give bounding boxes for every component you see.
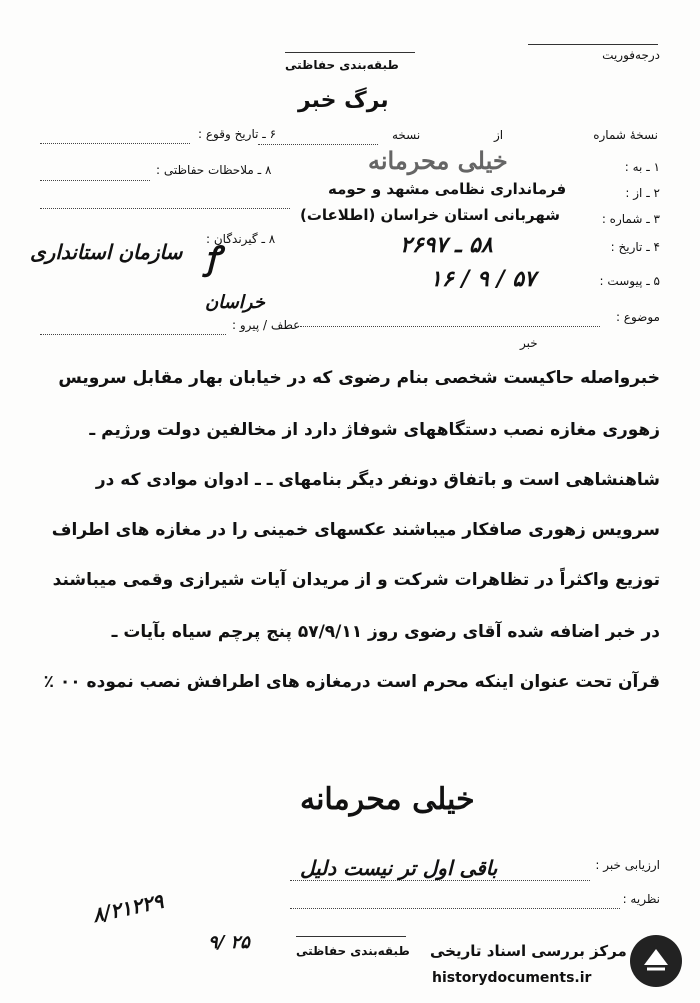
body-line-1: خبرواصله حاکیست شخصی بنام رضوی که در خیابان بهار مقابل سرویس [58, 368, 660, 388]
security-notes-label: ۸ ـ ملاحظات حفاظتی : [156, 163, 272, 177]
date-label: ۴ ـ تاریخ : [610, 240, 660, 254]
priority-label: درجه‌فوریت [602, 48, 660, 62]
watermark-url: historydocuments.ir [432, 970, 592, 986]
to-value: خیلی محرمانه [368, 146, 508, 175]
security-notes-dots-2 [40, 208, 290, 209]
body-line-5: توزیع واکثراً در تظاهرات شرکت و از مریدان آیات شیرازی وقمی میباشند [52, 570, 660, 590]
date-of-event-label: ۶ ـ تاریخ وقوع : [198, 127, 277, 141]
from-label: ۲ ـ از : [625, 186, 660, 200]
body-line-7: قرآن تحت عنوان اینکه محرم است درمغازه های اطرافش نصب نموده ۰۰ ٪ [43, 672, 660, 692]
subject-value: خبر [520, 336, 538, 350]
body-line-2: زهوری مغازه نصب دستگاههای شوفاژ دارد از مخالفین دولت ورژیم ـ [89, 420, 660, 440]
classification-rule [285, 52, 415, 53]
subject-label: موضوع : [615, 310, 660, 324]
attachment-value: ۵۷ / ۹ / ۱۶ [430, 266, 536, 292]
reference-dots [40, 334, 226, 335]
copy-dots [258, 144, 378, 145]
security-notes-dots [40, 180, 150, 181]
number-value: شهربانی استان خراسان (اطلاعات) [300, 206, 560, 224]
watermark-title: مرکز بررسی اسناد تاریخی [430, 942, 627, 960]
opinion-label: نظریه : [622, 892, 660, 906]
classification-label: طبقه‌بندی حفاظتی [285, 58, 399, 72]
handwritten-number: ۸/۲۱۲۲۹ [90, 888, 166, 928]
of-label: از [494, 128, 504, 142]
body-line-6: در خبر اضافه شده آقای رضوی روز ۵۷/۹/۱۱ پنج پرچم سیاه بآیات ـ [111, 622, 660, 642]
subject-dots [300, 326, 600, 327]
from-value: فرمانداری نظامی مشهد و حومه [328, 180, 567, 198]
evaluation-dots [290, 880, 590, 881]
priority-rule [528, 44, 658, 45]
recipients-label: ۸ ـ گیرندگان : [206, 232, 276, 246]
to-label: ۱ ـ به : [624, 160, 660, 174]
copy-number-label: نسخهٔ شماره [593, 128, 658, 142]
footer-classification-rule [296, 936, 406, 937]
evaluation-value: باقی اول تر نیست دلیل [300, 856, 498, 880]
confidential-stamp: خیلی محرمانه [300, 782, 475, 817]
evaluation-label: ارزیابی خبر : [595, 858, 660, 872]
copy-label: نسخه [392, 128, 421, 142]
handwritten-number-2: ۹/ ۲۵ [208, 932, 250, 953]
body-line-3: شاهنشاهی است و باتفاق دونفر دیگر بنامهای ـ ـ ادوان موادی که در [95, 470, 660, 490]
body-line-4: سرویس زهوری صافکار میباشند عکسهای خمینی را در مغازه های اطراف [51, 520, 660, 540]
footer-classification-label: طبقه‌بندی حفاظتی [296, 944, 410, 958]
number-label: ۳ ـ شماره : [601, 212, 660, 226]
reference-label: عطف / پیرو : [232, 318, 301, 332]
date-value: ۵۸ ـ ۲۶۹۷ [400, 232, 493, 258]
form-title: برگ خبر [298, 88, 389, 113]
archive-logo-icon [630, 935, 682, 987]
attachment-label: ۵ ـ پیوست : [599, 274, 660, 288]
opinion-dots [290, 908, 620, 909]
date-of-event-dots [40, 143, 190, 144]
recipient-value: سازمان استانداری [30, 240, 183, 264]
recipient-handwriting: ꝭ [205, 239, 221, 277]
recipient-value-2: خراسان [205, 292, 265, 313]
